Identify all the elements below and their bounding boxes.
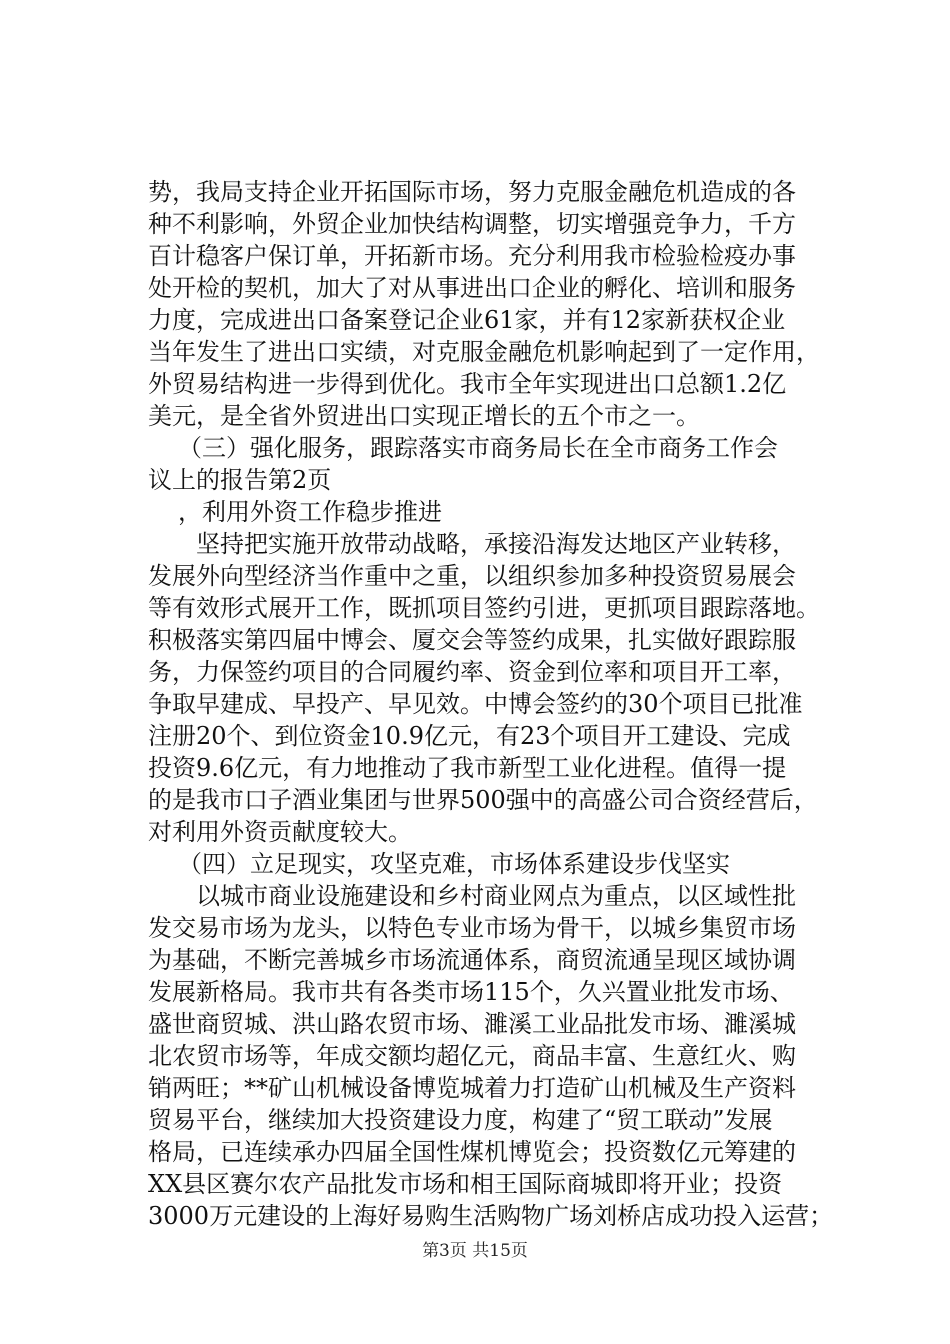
text-line: 百计稳客户保订单，开拓新市场。充分利用我市检验检疫办事 bbox=[148, 242, 796, 270]
text-line: 等有效形式展开工作，既抓项目签约引进，更抓项目跟踪落地。 bbox=[148, 594, 820, 622]
text-line: 积极落实第四届中博会、厦交会等签约成果，扎实做好跟踪服 bbox=[148, 626, 796, 654]
text-line: 当年发生了进出口实绩，对克服金融危机影响起到了一定作用， bbox=[148, 338, 820, 366]
text-line: 盛世商贸城、洪山路农贸市场、濉溪工业品批发市场、濉溪城 bbox=[148, 1010, 796, 1038]
text-line: 注册20个、到位资金10.9亿元，有23个项目开工建设、完成 bbox=[148, 722, 791, 750]
text-line: ，利用外资工作稳步推进 bbox=[178, 498, 442, 526]
page-footer: 第3页 共15页 bbox=[422, 1241, 528, 1261]
text-line: 议上的报告第2页 bbox=[148, 466, 332, 494]
text-line: 争取早建成、早投产、早见效。中博会签约的30个项目已批准 bbox=[148, 690, 803, 718]
text-line: 北农贸市场等，年成交额均超亿元，商品丰富、生意红火、购 bbox=[148, 1042, 796, 1070]
text-line: 务，力保签约项目的合同履约率、资金到位率和项目开工率， bbox=[148, 658, 796, 686]
text-line: XX县区赛尔农产品批发市场和相王国际商城即将开业；投资 bbox=[148, 1170, 783, 1198]
text-line: 3000万元建设的上海好易购生活购物广场刘桥店成功投入运营； bbox=[148, 1202, 834, 1230]
text-line: 外贸易结构进一步得到优化。我市全年实现进出口总额1.2亿 bbox=[148, 370, 787, 398]
text-line: 美元，是全省外贸进出口实现正增长的五个市之一。 bbox=[148, 402, 700, 430]
text-line: 为基础，不断完善城乡市场流通体系，商贸流通呈现区域协调 bbox=[148, 946, 796, 974]
text-line: 的是我市口子酒业集团与世界500强中的高盛公司合资经营后， bbox=[148, 786, 818, 814]
text-line: 种不利影响，外贸企业加快结构调整，切实增强竞争力，千方 bbox=[148, 210, 796, 238]
text-line: （三）强化服务，跟踪落实市商务局长在全市商务工作会 bbox=[178, 434, 778, 462]
text-line: 坚持把实施开放带动战略，承接沿海发达地区产业转移， bbox=[196, 530, 796, 558]
text-line: 力度，完成进出口备案登记企业61家，并有12家新获权企业 bbox=[148, 306, 786, 334]
text-line: 以城市商业设施建设和乡村商业网点为重点，以区域性批 bbox=[196, 882, 796, 910]
text-line: 投资9.6亿元，有力地推动了我市新型工业化进程。值得一提 bbox=[148, 754, 787, 782]
text-line: 发交易市场为龙头，以特色专业市场为骨干，以城乡集贸市场 bbox=[148, 914, 796, 942]
text-line: 销两旺；**矿山机械设备博览城着力打造矿山机械及生产资料 bbox=[148, 1074, 796, 1102]
text-line: 格局，已连续承办四届全国性煤机博览会；投资数亿元筹建的 bbox=[148, 1138, 796, 1166]
text-line: 贸易平台，继续加大投资建设力度，构建了“贸工联动”发展 bbox=[148, 1106, 773, 1134]
document-body bbox=[148, 176, 848, 1232]
text-line: 发展新格局。我市共有各类市场115个，久兴置业批发市场、 bbox=[148, 978, 794, 1006]
text-line: 处开检的契机，加大了对从事进出口企业的孵化、培训和服务 bbox=[148, 274, 796, 302]
text-line: 势，我局支持企业开拓国际市场，努力克服金融危机造成的各 bbox=[148, 178, 796, 206]
text-line: 对利用外资贡献度较大。 bbox=[148, 818, 412, 846]
text-line: （四）立足现实，攻坚克难，市场体系建设步伐坚实 bbox=[178, 850, 730, 878]
text-line: 发展外向型经济当作重中之重，以组织参加多种投资贸易展会 bbox=[148, 562, 796, 590]
